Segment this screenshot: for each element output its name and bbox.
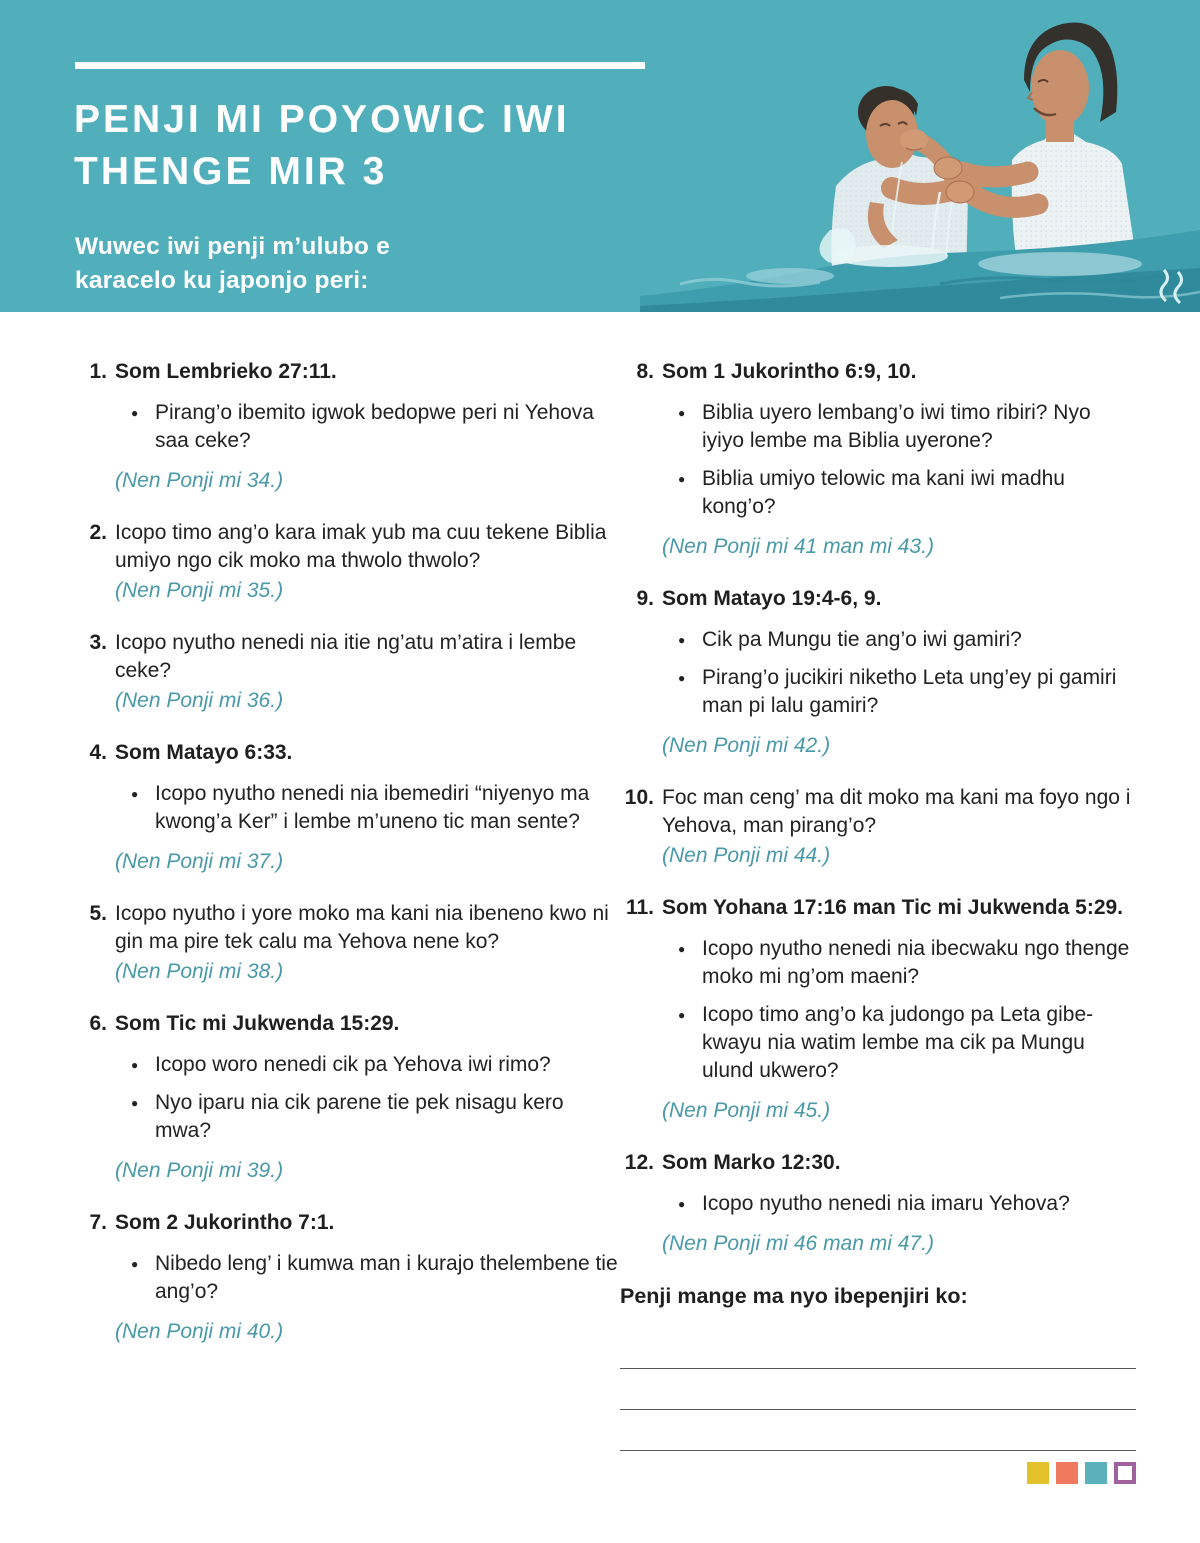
lesson-reference: (Nen Ponji mi 42.) — [662, 734, 831, 757]
extra-questions-block — [620, 1282, 1136, 1451]
bullet-item — [662, 1190, 1136, 1218]
question-number: 6. — [89, 1012, 107, 1035]
question-item-2 — [84, 519, 620, 605]
yellow-square — [1027, 1462, 1049, 1484]
header-rule — [75, 62, 645, 69]
scripture-heading: Som Marko 12:30. — [662, 1151, 841, 1174]
bullet-dot-icon: ● — [678, 942, 686, 956]
page-subtitle-line1: Wuwec iwi penji m’ulubo e — [75, 233, 390, 260]
question-number: 8. — [636, 360, 654, 383]
bullet-text: Biblia uyero lembang’o iwi timo ribiri? Nyo iyiyo lembe ma Biblia uyerone? — [702, 401, 1091, 452]
lesson-reference: (Nen Ponji mi 41 man mi 43.) — [662, 535, 934, 558]
bullet-item — [115, 1051, 620, 1079]
questions-area — [0, 312, 1200, 1451]
write-in-line — [620, 1369, 1136, 1410]
bullet-dot-icon: ● — [678, 671, 686, 685]
baptism-illustration — [640, 0, 1200, 312]
question-text: Icopo nyutho nenedi nia itie ng’atu m’atira i lembe ceke? — [115, 631, 577, 682]
bullet-text: Icopo woro nenedi cik pa Yehova iwi rimo? — [155, 1053, 551, 1076]
bullet-dot-icon: ● — [678, 406, 686, 420]
question-number: 4. — [89, 741, 107, 764]
question-number: 3. — [89, 631, 107, 654]
question-number: 10. — [624, 786, 654, 809]
write-in-line — [620, 1328, 1136, 1369]
bullet-item — [662, 626, 1136, 654]
bullet-item — [662, 935, 1136, 991]
question-item-5 — [84, 900, 620, 986]
question-item-10 — [620, 784, 1136, 870]
scripture-heading: Som Lembrieko 27:11. — [115, 360, 337, 383]
question-number: 1. — [89, 360, 107, 383]
bullet-item — [662, 664, 1136, 720]
bullet-text: Pirang’o jucikiri niketho Leta ung’ey pi gamiri man pi lalu gamiri? — [702, 666, 1117, 717]
bullet-dot-icon: ● — [131, 1058, 139, 1072]
bullet-item — [115, 399, 620, 455]
bullet-item — [662, 1001, 1136, 1085]
write-in-lines — [620, 1328, 1136, 1451]
question-item-11 — [620, 894, 1136, 1125]
lesson-reference: (Nen Ponji mi 34.) — [115, 469, 284, 492]
bullet-text: Icopo nyutho nenedi nia ibemediri “niyenyo ma kwong’a Ker” i lembe m’uneno tic man sente? — [155, 782, 590, 833]
bullet-text: Biblia umiyo telowic ma kani iwi madhu kong’o? — [702, 467, 1065, 518]
bullet-item — [115, 1089, 620, 1145]
teal-square — [1085, 1462, 1107, 1484]
page-subtitle — [75, 230, 390, 298]
bullet-dot-icon: ● — [678, 1197, 686, 1211]
scripture-heading: Som Tic mi Jukwenda 15:29. — [115, 1012, 400, 1035]
lesson-reference: (Nen Ponji mi 45.) — [662, 1099, 831, 1122]
bullet-dot-icon: ● — [131, 787, 139, 801]
page-subtitle-line2: karacelo ku japonjo peri: — [75, 267, 369, 294]
bullet-dot-icon: ● — [678, 633, 686, 647]
page-title-line2: THENGE MIR 3 — [74, 150, 388, 193]
scripture-heading: Som 1 Jukorintho 6:9, 10. — [662, 360, 917, 383]
question-number: 11. — [625, 896, 654, 919]
scripture-heading: Som Matayo 6:33. — [115, 741, 293, 764]
brand-color-squares — [1027, 1462, 1136, 1484]
lesson-reference: (Nen Ponji mi 37.) — [115, 850, 284, 873]
bullet-dot-icon: ● — [678, 1008, 686, 1022]
question-item-9 — [620, 585, 1136, 760]
question-item-6 — [84, 1010, 620, 1185]
bullet-text: Pirang’o ibemito igwok bedopwe peri ni Yehova saa ceke? — [155, 401, 594, 452]
bullet-text: Nyo iparu nia cik parene tie pek nisagu kero mwa? — [155, 1091, 564, 1142]
question-number: 5. — [89, 902, 107, 925]
right-column — [620, 358, 1136, 1451]
page-title-line1: PENJI MI POYOWIC IWI — [74, 98, 570, 141]
question-number: 9. — [636, 587, 654, 610]
lesson-reference: (Nen Ponji mi 40.) — [115, 1320, 284, 1343]
question-item-12 — [620, 1149, 1136, 1258]
scripture-heading: Som 2 Jukorintho 7:1. — [115, 1211, 335, 1234]
page-title — [74, 94, 570, 198]
scripture-heading: Som Yohana 17:16 man Tic mi Jukwenda 5:29. — [662, 896, 1124, 919]
coral-square — [1056, 1462, 1078, 1484]
write-in-line — [620, 1410, 1136, 1451]
outlined-square — [1114, 1462, 1136, 1484]
scripture-heading: Som Matayo 19:4-6, 9. — [662, 587, 882, 610]
bullet-text: Icopo timo ang’o ka judongo pa Leta gibekwayu nia watim lembe ma cik pa Mungu ulund ukwero? — [702, 1003, 1094, 1082]
bullet-item — [115, 1250, 620, 1306]
bullet-text: Nibedo leng’ i kumwa man i kurajo thelembene tie ang’o? — [155, 1252, 618, 1303]
lesson-reference: (Nen Ponji mi 44.) — [662, 844, 831, 867]
bullet-dot-icon: ● — [131, 1257, 139, 1271]
bullet-item — [662, 465, 1136, 521]
question-item-7 — [84, 1209, 620, 1346]
extra-questions-heading: Penji mange ma nyo ibepenjiri ko: — [620, 1284, 968, 1308]
lesson-reference: (Nen Ponji mi 35.) — [115, 579, 284, 602]
bullet-text: Icopo nyutho nenedi nia ibecwaku ngo thenge moko mi ng’om maeni? — [702, 937, 1130, 988]
lesson-reference: (Nen Ponji mi 36.) — [115, 689, 284, 712]
left-column — [84, 358, 620, 1451]
lesson-reference: (Nen Ponji mi 46 man mi 47.) — [662, 1232, 934, 1255]
question-text: Icopo timo ang’o kara imak yub ma cuu tekene Biblia umiyo ngo cik moko ma thwolo thwolo? — [115, 521, 607, 572]
bullet-dot-icon: ● — [131, 1096, 139, 1110]
bullet-item — [662, 399, 1136, 455]
bullet-dot-icon: ● — [678, 472, 686, 486]
question-number: 12. — [624, 1151, 654, 1174]
bullet-item — [115, 780, 620, 836]
question-item-4 — [84, 739, 620, 876]
question-text: Foc man ceng’ ma dit moko ma kani ma foyo ngo i Yehova, man pirang’o? — [662, 786, 1131, 837]
bullet-text: Icopo nyutho nenedi nia imaru Yehova? — [702, 1192, 1070, 1215]
header-banner — [0, 0, 1200, 312]
lesson-reference: (Nen Ponji mi 39.) — [115, 1159, 284, 1182]
question-item-8 — [620, 358, 1136, 561]
bullet-text: Cik pa Mungu tie ang’o iwi gamiri? — [702, 628, 1022, 651]
question-item-3 — [84, 629, 620, 715]
question-number: 2. — [89, 521, 107, 544]
lesson-reference: (Nen Ponji mi 38.) — [115, 960, 284, 983]
question-text: Icopo nyutho i yore moko ma kani nia ibeneno kwo ni gin ma pire tek calu ma Yehova nene ko? — [115, 902, 609, 953]
question-number: 7. — [89, 1211, 107, 1234]
bullet-dot-icon: ● — [131, 406, 139, 420]
question-item-1 — [84, 358, 620, 495]
